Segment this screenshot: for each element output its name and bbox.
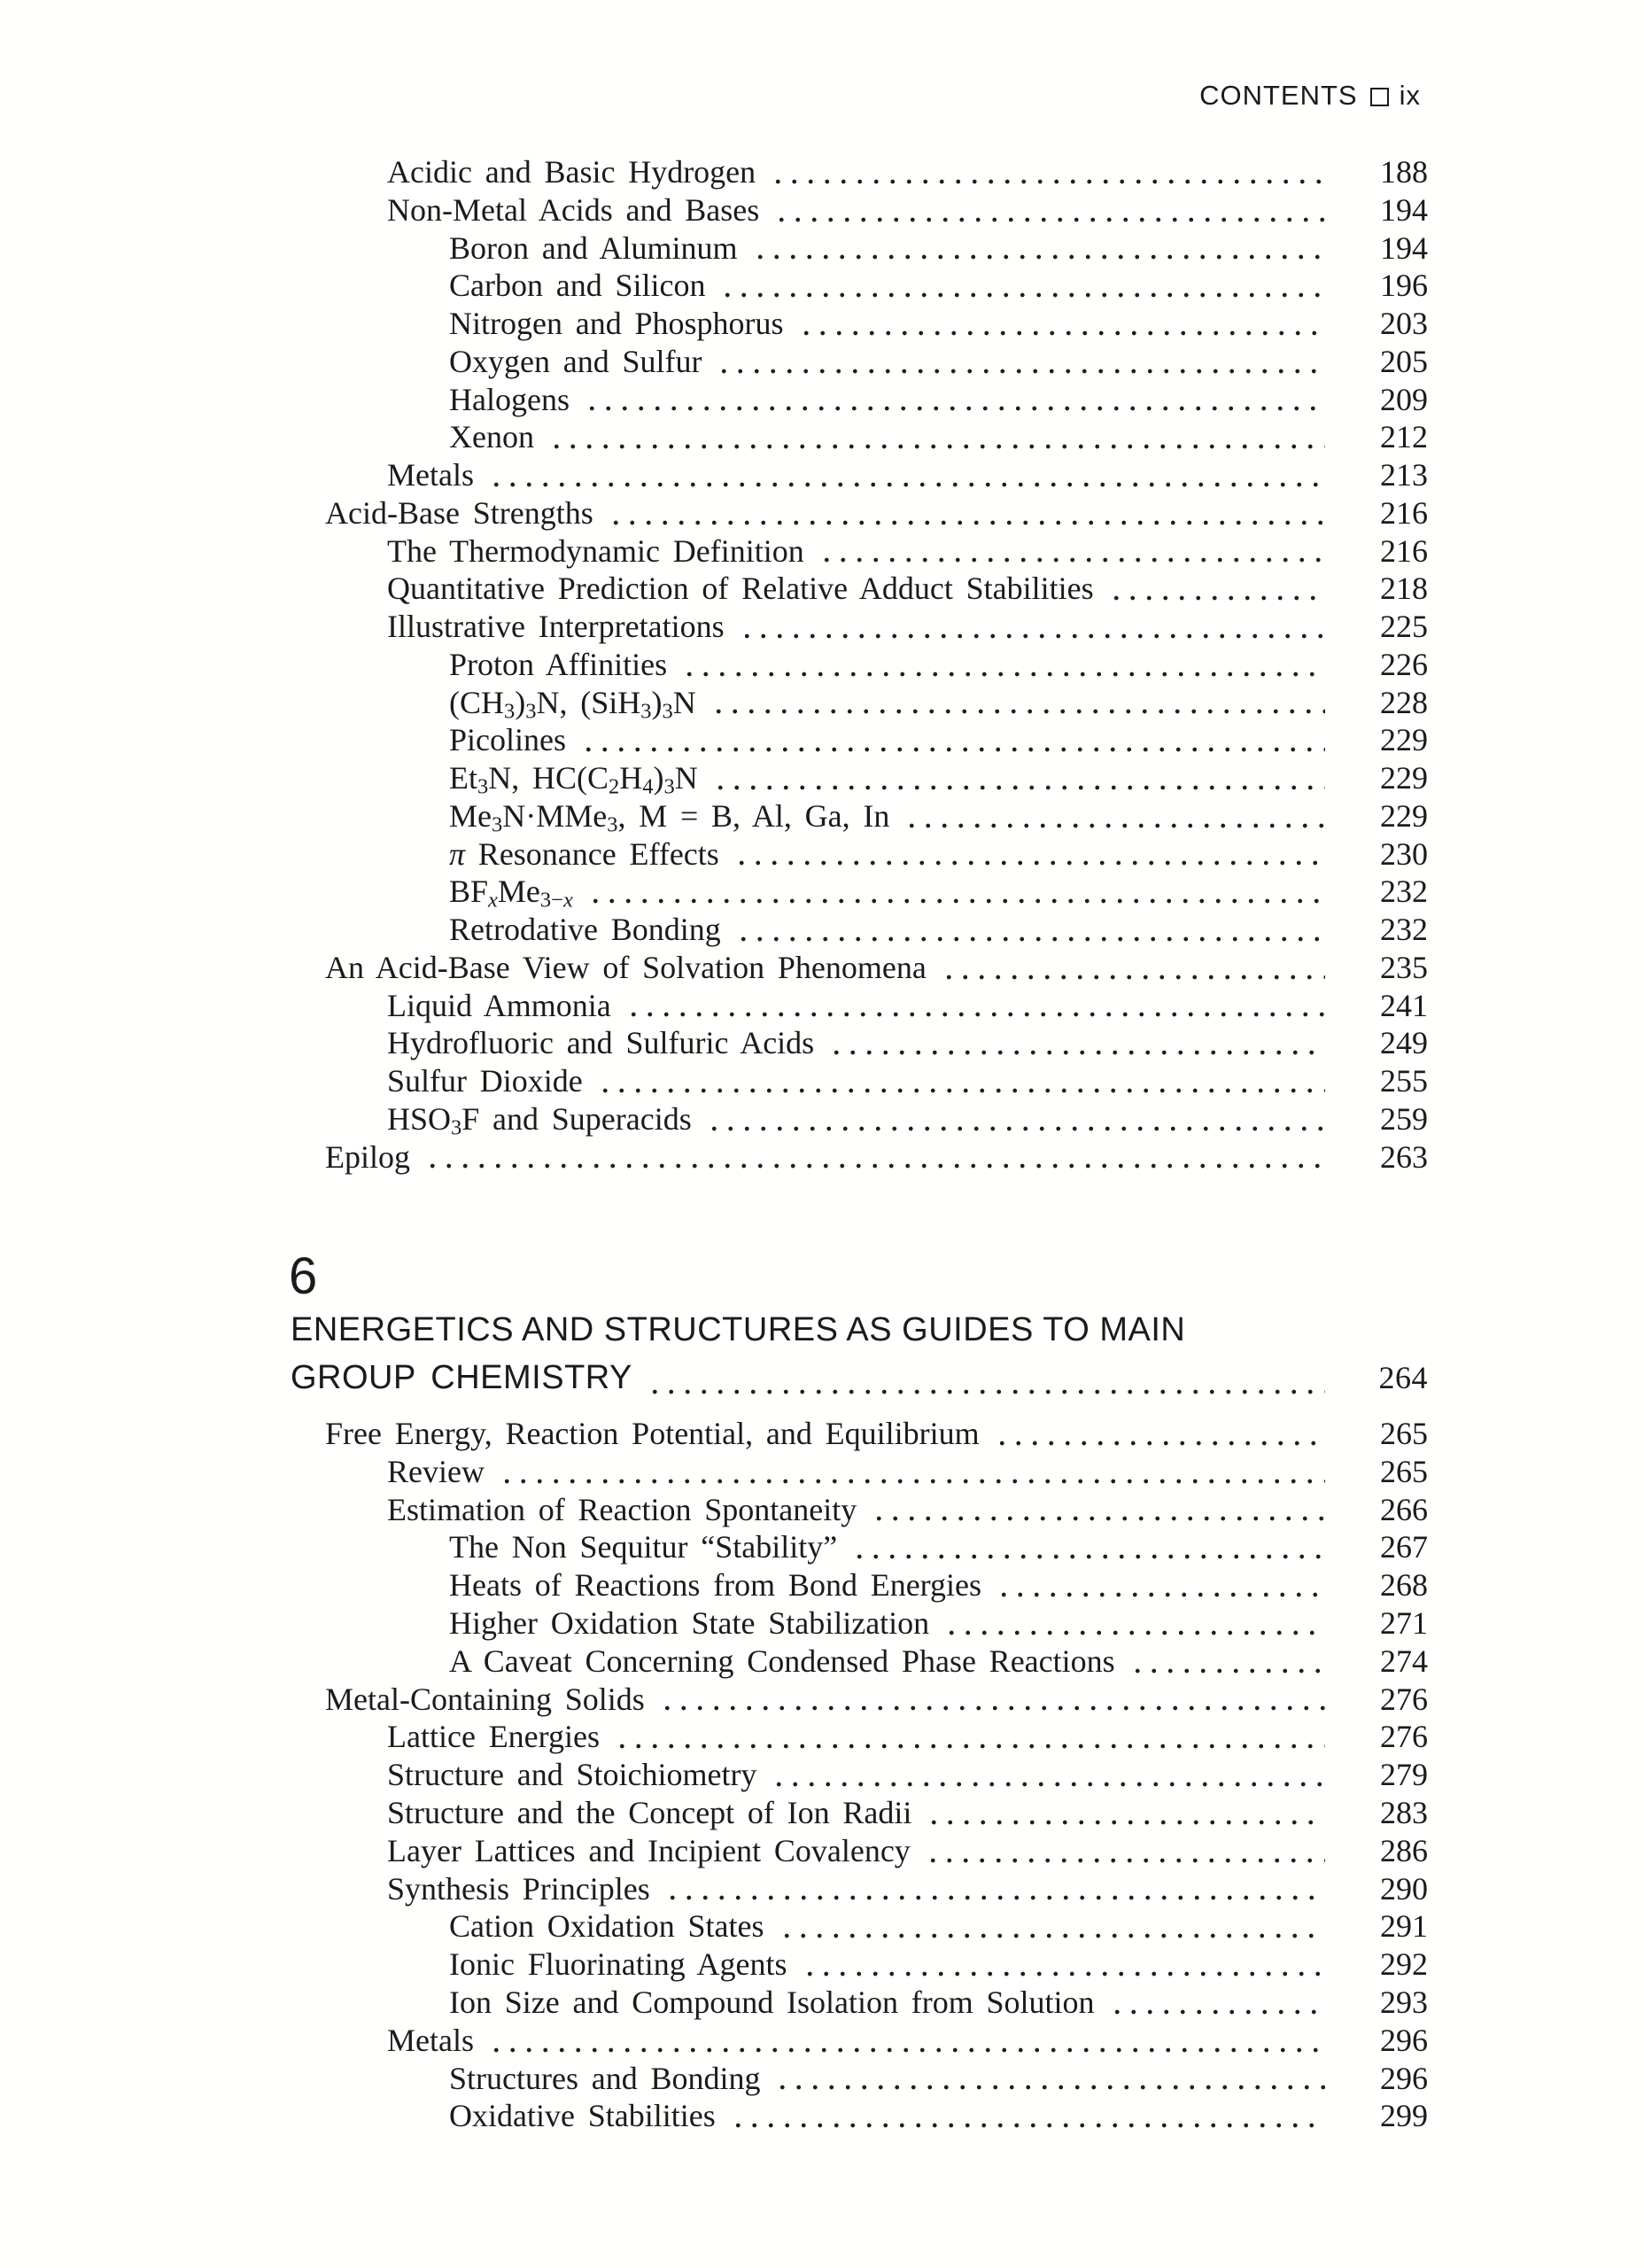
dot-leader [624, 987, 1325, 1025]
toc-entry-label: Nitrogen and Phosphorus [449, 306, 784, 341]
dot-leader [939, 949, 1325, 987]
toc-entry [325, 1100, 1428, 1138]
dot-leader [732, 835, 1325, 874]
dot-leader [663, 1870, 1325, 1908]
toc-entry-label: Proton Affinities [449, 646, 668, 682]
toc-entry-page: 263 [1380, 1138, 1428, 1175]
toc-entry [325, 1643, 1428, 1681]
toc-entry-label: Picolines [449, 722, 566, 758]
dot-leader [826, 1024, 1325, 1062]
toc-entry-page: 235 [1380, 949, 1428, 985]
toc-entry-label: Metal-Containing Solids [325, 1681, 645, 1717]
dot-leader [772, 191, 1325, 229]
dot-leader [423, 1138, 1325, 1177]
toc-entry-page: 268 [1380, 1567, 1428, 1604]
toc-list-upper [325, 153, 1428, 1176]
running-head [1199, 80, 1421, 112]
toc-entry-page: 194 [1380, 191, 1428, 228]
dot-leader [709, 684, 1325, 722]
toc-entry [325, 2060, 1428, 2098]
toc-entry [325, 1528, 1428, 1566]
toc-entry [325, 911, 1428, 949]
toc-entry [325, 1062, 1428, 1100]
toc-entry-label: Retrodative Bonding [449, 912, 721, 947]
toc-entry-label: Structure and Stoichiometry [387, 1757, 757, 1793]
toc-entry [325, 305, 1428, 343]
toc-entry-label: Ion Size and Compound Isolation from Solution [449, 1984, 1095, 2020]
dot-leader [902, 797, 1325, 835]
toc-entry-label: Higher Oxidation State Stabilization [449, 1604, 930, 1641]
toc-entry [325, 456, 1428, 494]
toc-entry-page: 216 [1380, 532, 1428, 569]
toc-entry [325, 1907, 1428, 1946]
dot-leader [585, 873, 1325, 911]
toc-entry-label: Boron and Aluminum [449, 229, 738, 266]
toc-entry [325, 1491, 1428, 1529]
dot-leader [704, 1100, 1325, 1138]
toc-entry [325, 1604, 1428, 1643]
toc-entry-label: Free Energy, Reaction Potential, and Equilibrium [325, 1416, 980, 1451]
dot-leader [582, 381, 1325, 419]
toc-entry [325, 494, 1428, 532]
toc-entry-page: 279 [1380, 1757, 1428, 1793]
toc-entry [325, 532, 1428, 571]
dot-leader [992, 1415, 1325, 1453]
toc-entry-page: 265 [1380, 1416, 1428, 1451]
toc-entry-page: 292 [1380, 1946, 1428, 1983]
dot-leader [486, 2022, 1325, 2060]
toc-entry [325, 646, 1428, 684]
toc-entry-label: Oxidative Stabilities [449, 2098, 716, 2134]
toc-entry-page: 296 [1380, 2060, 1428, 2096]
dot-leader [606, 494, 1325, 532]
toc-entry-label: Synthesis Principles [387, 1870, 650, 1907]
dot-leader [1107, 1984, 1325, 2022]
toc-entry-page: 271 [1380, 1604, 1428, 1641]
toc-entry-label: Lattice Energies [387, 1719, 600, 1755]
toc-list-lower [325, 1415, 1428, 2135]
dot-leader [772, 2060, 1325, 2098]
chapter-title-line1: ENERGETICS AND STRUCTURES AS GUIDES TO MAIN [291, 1311, 1186, 1348]
toc-entry [325, 1024, 1428, 1062]
toc-entry-label: $Et_3N$, $HC(C_2H_4)_3N$ [449, 760, 698, 799]
dot-leader [849, 1528, 1325, 1566]
toc-entry-page: 293 [1380, 1984, 1428, 2020]
dot-leader [547, 418, 1325, 456]
toc-entry-page: 249 [1380, 1025, 1428, 1061]
dot-leader [578, 721, 1325, 759]
dot-leader [645, 1354, 1325, 1402]
toc-entry [325, 1453, 1428, 1491]
toc-entry-label: $BF_xMe_{3-x}$ [449, 874, 573, 913]
toc-entry-page: 229 [1380, 797, 1428, 834]
toc-entry [325, 1794, 1428, 1832]
dot-leader [769, 1756, 1325, 1794]
dot-leader [728, 2097, 1325, 2135]
dot-leader [486, 456, 1325, 494]
toc-entry-label: $Me_3N\cdot MMe_3$, M = B, Al, Ga, In [449, 797, 890, 837]
toc-entry-label: Liquid Ammonia [387, 987, 611, 1023]
toc-entry [325, 1718, 1428, 1756]
toc-entry-page: 203 [1380, 306, 1428, 341]
toc-entry [325, 608, 1428, 646]
toc-entry [325, 721, 1428, 759]
toc-entry-label: Metals [387, 457, 474, 493]
toc-entry [325, 381, 1428, 419]
running-head-page-number: ix [1399, 80, 1421, 111]
toc-entry-label: Sulfur Dioxide [387, 1063, 583, 1099]
toc-entry-label: The Non Sequitur “Stability” [449, 1529, 838, 1565]
chapter-page-number: 264 [1378, 1360, 1428, 1395]
dot-leader [714, 343, 1325, 381]
chapter-title-line2-row [291, 1354, 1428, 1402]
running-head-title: CONTENTS [1199, 80, 1358, 111]
toc-entry [325, 1756, 1428, 1794]
toc-entry [325, 873, 1428, 911]
toc-entry-page: 290 [1380, 1870, 1428, 1907]
dot-leader [750, 229, 1325, 268]
toc-entry-page: 229 [1380, 760, 1428, 796]
toc-entry-label: π Resonance Effects [449, 835, 719, 872]
toc-entry [325, 570, 1428, 608]
toc-entry-page: 232 [1380, 912, 1428, 947]
toc-entry-page: 209 [1380, 381, 1428, 417]
toc-entry-label: Carbon and Silicon [449, 268, 706, 304]
toc-entry-label: The Thermodynamic Definition [387, 532, 804, 569]
toc-entry [325, 418, 1428, 456]
toc-entry-label: Ionic Fluorinating Agents [449, 1946, 787, 1983]
toc-entry-page: 212 [1380, 419, 1428, 455]
toc-entry [325, 1681, 1428, 1719]
toc-entry-label: Metals [387, 2022, 474, 2058]
dot-leader [595, 1062, 1325, 1100]
toc-entry-page: 255 [1380, 1063, 1428, 1099]
toc-entry [325, 1984, 1428, 2022]
toc-entry-label: Layer Lattices and Incipient Covalency [387, 1832, 911, 1868]
toc-entry [325, 684, 1428, 722]
toc-entry [325, 1946, 1428, 1984]
dot-leader [777, 1907, 1326, 1946]
toc-entry [325, 153, 1428, 191]
toc-entry [325, 2022, 1428, 2060]
toc-entry-label: Review [387, 1453, 485, 1489]
toc-entry-page: 216 [1380, 494, 1428, 531]
toc-entry-label: Acid-Base Strengths [325, 494, 593, 531]
toc-entry-page: 283 [1380, 1794, 1428, 1830]
toc-entry [325, 191, 1428, 229]
dot-leader [717, 267, 1325, 305]
dot-leader [679, 646, 1325, 684]
chapter-title-line2: GROUP CHEMISTRY [291, 1359, 632, 1396]
dot-leader [710, 759, 1325, 797]
toc-entry-label: Heats of Reactions from Bond Energies [449, 1567, 982, 1604]
toc-entry-label: Structure and the Concept of Ion Radii [387, 1794, 912, 1830]
toc-entry-page: 194 [1380, 229, 1428, 266]
dot-leader [796, 305, 1326, 343]
toc-entry-page: 276 [1380, 1681, 1428, 1717]
toc-entry-page: 229 [1380, 722, 1428, 758]
toc-entry-page: 291 [1380, 1908, 1428, 1945]
toc-entry-page: 276 [1380, 1719, 1428, 1755]
dot-leader [923, 1832, 1325, 1870]
toc-entry-page: 218 [1380, 571, 1428, 607]
dot-leader [497, 1453, 1325, 1491]
toc-entry-label: Hydrofluoric and Sulfuric Acids [387, 1025, 815, 1061]
chapter-number: 6 [289, 1247, 318, 1305]
dot-leader [800, 1946, 1326, 1984]
toc-entry [325, 835, 1428, 874]
toc-entry-page: 226 [1380, 646, 1428, 682]
toc-entry [325, 343, 1428, 381]
toc-entry-page: 228 [1380, 684, 1428, 720]
toc-entry-page: 241 [1380, 987, 1428, 1023]
toc-entry-label: Halogens [449, 381, 570, 417]
toc-entry-label: Illustrative Interpretations [387, 609, 725, 644]
toc-entry-page: 266 [1380, 1491, 1428, 1527]
toc-entry [325, 949, 1428, 987]
dot-leader [869, 1491, 1325, 1529]
toc-entry [325, 2097, 1428, 2135]
toc-entry-label: An Acid-Base View of Solvation Phenomena [325, 949, 927, 985]
toc-entry [325, 1832, 1428, 1870]
toc-entry-page: 299 [1380, 2098, 1428, 2134]
dot-leader [737, 608, 1325, 646]
toc-entry-label: Structures and Bonding [449, 2060, 761, 2096]
toc-entry-page: 265 [1380, 1453, 1428, 1489]
toc-entry-page: 196 [1380, 268, 1428, 304]
toc-entry [325, 797, 1428, 835]
toc-entry-label: Xenon [449, 419, 534, 455]
toc-entry-label: A Caveat Concerning Condensed Phase Reactions [449, 1643, 1115, 1679]
dot-leader [942, 1604, 1325, 1643]
toc-entry-page: 296 [1380, 2022, 1428, 2058]
toc-entry-label: Epilog [325, 1138, 410, 1175]
toc-entry-page: 230 [1380, 835, 1428, 872]
toc-entry [325, 267, 1428, 305]
toc-entry-label: Estimation of Reaction Spontaneity [387, 1491, 857, 1527]
toc-entry [325, 759, 1428, 797]
toc-entry [325, 1415, 1428, 1453]
toc-entry-page: 213 [1380, 457, 1428, 493]
dot-leader [612, 1718, 1325, 1756]
toc-entry-label: Oxygen and Sulfur [449, 343, 702, 379]
dot-leader [733, 911, 1325, 949]
chapter-title [291, 1306, 1428, 1402]
toc-entry-label: $(CH_3)_3N$, $(SiH_3)_3N$ [449, 684, 696, 723]
toc-entry-page: 205 [1380, 343, 1428, 379]
toc-entry-label: $HSO_3F$ and Superacids [387, 1100, 692, 1140]
toc-entry-page: 286 [1380, 1832, 1428, 1868]
toc-entry-page: 232 [1380, 874, 1428, 910]
toc-entry-page: 267 [1380, 1529, 1428, 1565]
toc-entry [325, 1870, 1428, 1908]
toc-entry [325, 987, 1428, 1025]
toc-entry-label: Quantitative Prediction of Relative Adduct Stabilities [387, 571, 1094, 607]
dot-leader [994, 1566, 1325, 1604]
open-square-icon [1370, 88, 1389, 106]
dot-leader [924, 1794, 1325, 1832]
toc-entry-label: Acidic and Basic Hydrogen [387, 154, 756, 190]
toc-entry-label: Non-Metal Acids and Bases [387, 191, 760, 228]
toc-entry-page: 274 [1380, 1643, 1428, 1679]
toc-entry [325, 229, 1428, 268]
dot-leader [657, 1681, 1325, 1719]
toc-entry-page: 225 [1380, 609, 1428, 644]
dot-leader [1128, 1643, 1325, 1681]
toc-entry-label: Cation Oxidation States [449, 1908, 764, 1945]
dot-leader [817, 532, 1325, 571]
toc-entry [325, 1566, 1428, 1604]
toc-entry-page: 188 [1380, 154, 1428, 190]
dot-leader [768, 153, 1325, 191]
toc-entry [325, 1138, 1428, 1177]
dot-leader [1106, 570, 1325, 608]
toc-entry-page: 259 [1380, 1100, 1428, 1137]
